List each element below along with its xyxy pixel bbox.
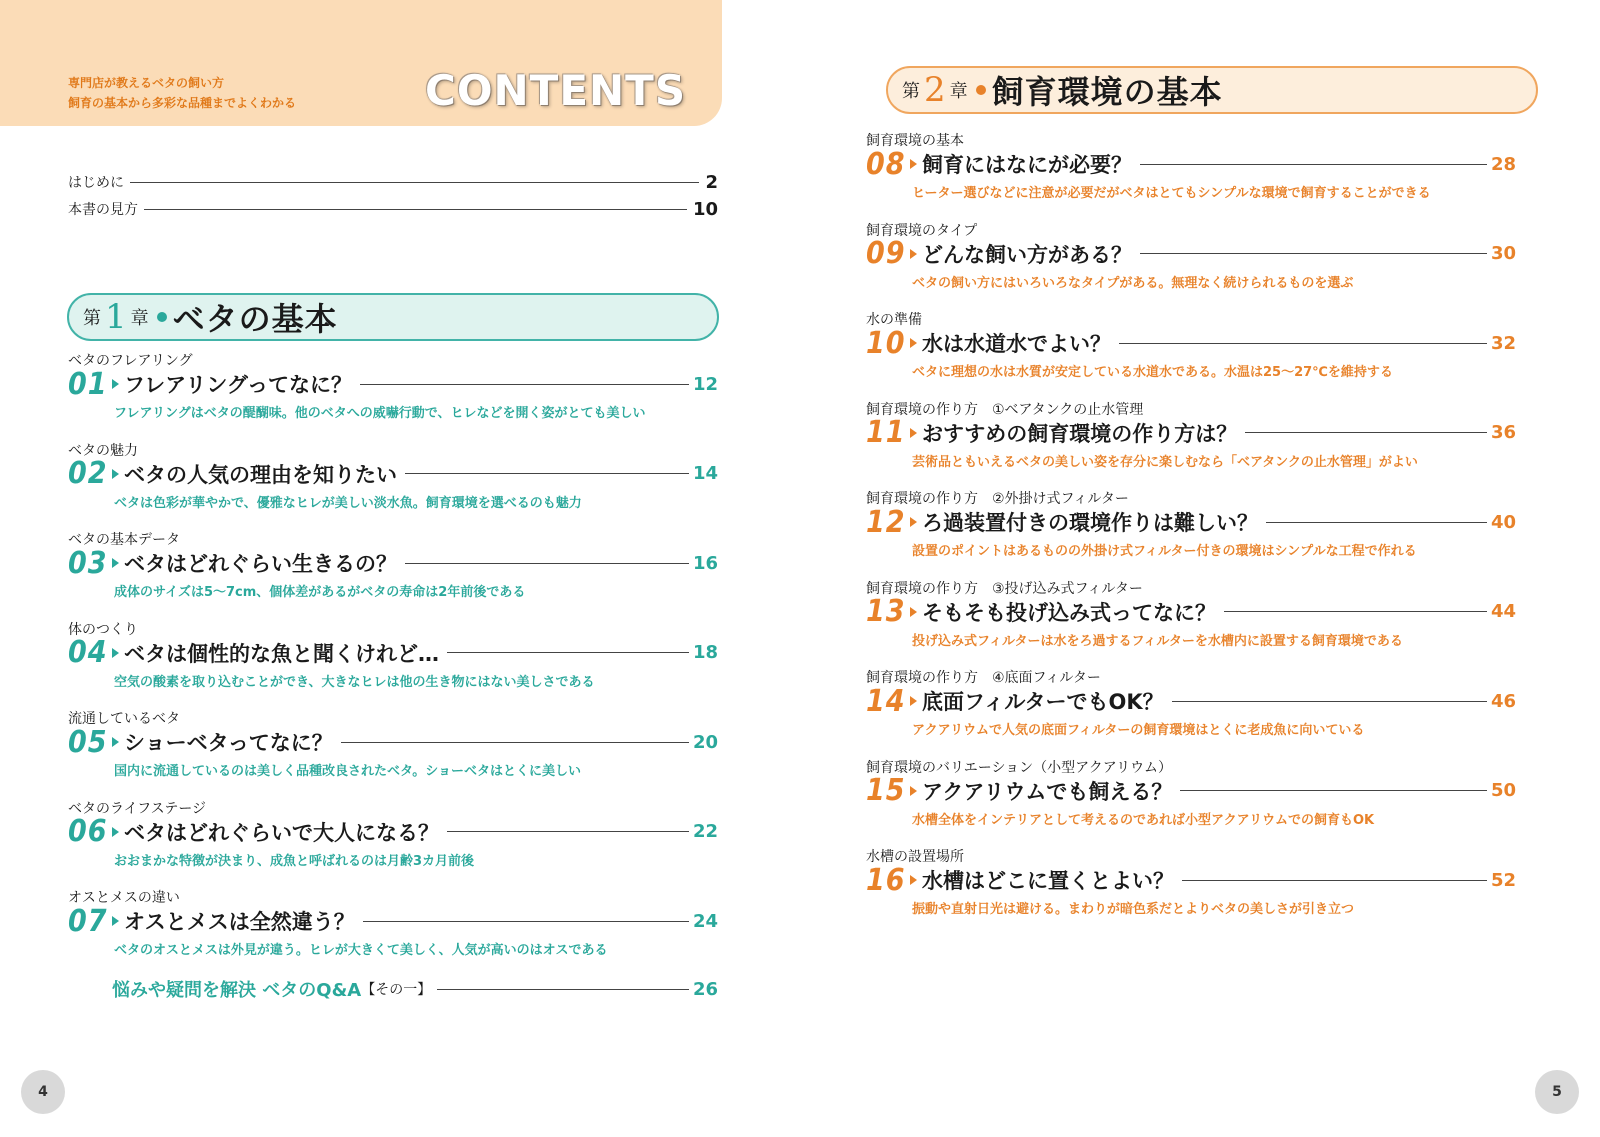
- arrow-right-icon: [112, 737, 119, 747]
- entry-number: 09: [866, 236, 906, 271]
- entry-title: おすすめの飼育環境の作り方は？: [922, 421, 1238, 446]
- entry-category: ベタの基本データ: [68, 532, 180, 548]
- entry-number: 06: [68, 814, 108, 849]
- entry-number: 03: [68, 545, 108, 581]
- entry-description: ヒーター選びなどに注意が必要だがベタはとてもシンプルな環境で飼育することができる: [912, 186, 1431, 201]
- arrow-right-icon: [112, 469, 119, 479]
- entry-title: どんな飼い方がある？: [922, 242, 1132, 267]
- entry-category: ベタの魅力: [68, 442, 138, 459]
- entry-number: 15: [866, 773, 906, 808]
- entry-title: そもそも投げ込み式ってなに？: [922, 600, 1216, 625]
- book-subtitle: [68, 73, 408, 113]
- entry-category: 水の準備: [866, 312, 922, 328]
- entry-number: 01: [68, 366, 108, 402]
- chapter-title: 飼育環境の基本: [991, 73, 1223, 111]
- entry-main-line: [68, 546, 718, 580]
- entry-title: 飼育にはなにが必要？: [922, 153, 1132, 177]
- leader-line: [405, 473, 689, 474]
- entry-page-number: 12: [692, 373, 718, 395]
- entry-main-line: [68, 636, 718, 670]
- leader-line: [1245, 432, 1487, 433]
- book-subtitle-line2: 飼育の基本から多彩な品種までよくわかる: [68, 96, 297, 110]
- intro-label: 本書の見方: [68, 202, 138, 218]
- leader-line: [1180, 790, 1487, 791]
- entry-category: 飼育環境の作り方 ①ベアタンクの止水管理: [866, 401, 1144, 418]
- chapter-prefix: 第: [902, 81, 920, 102]
- entry-description: フレアリングはベタの醍醐味。他のベタへの威嚇行動で、ヒレなどを開く姿がとても美しい: [114, 406, 646, 421]
- qa-suffix: 【その一】: [361, 982, 432, 998]
- entry-title: 水槽はどこに置くとよい？: [922, 869, 1174, 893]
- entry-description: 空気の酸素を取り込むことができ、大きなヒレは他の生き物にはない美しさである: [114, 674, 595, 690]
- chapter-1-heading: [67, 293, 719, 341]
- toc-entry[interactable]: [866, 667, 1516, 747]
- toc-entry[interactable]: [68, 798, 718, 878]
- entry-category: 飼育環境のバリエーション（小型アクアリウム）: [866, 759, 1173, 776]
- toc-entry[interactable]: [68, 440, 718, 520]
- leader-line: [1182, 880, 1487, 881]
- page-number-left: 4: [21, 1070, 65, 1114]
- leader-line: [1172, 701, 1487, 702]
- entry-main-line: [866, 326, 1516, 360]
- leader-line: [144, 209, 687, 210]
- toc-entry[interactable]: [866, 578, 1516, 658]
- entry-title: フレアリングってなに？: [124, 373, 353, 397]
- toc-entry[interactable]: [866, 757, 1516, 837]
- entry-title: 底面フィルターでもOK？: [922, 690, 1164, 714]
- qa-page-number: 26: [692, 978, 718, 1000]
- entry-description: 芸術品ともいえるベタの美しい姿を存分に楽しむなら「ベアタンクの止水管理」がよい: [912, 454, 1418, 470]
- leader-line: [1266, 522, 1487, 523]
- leader-line: [1224, 611, 1487, 612]
- entry-main-line: [866, 684, 1516, 718]
- entry-description: ベタに理想の水は水質が安定している水道水である。水温は25～27℃を維持する: [912, 365, 1393, 380]
- entry-category: 飼育環境の作り方 ③投げ込み式フィルター: [866, 580, 1143, 597]
- entry-description: 振動や直射日光は避ける。まわりが暗色系だとよりベタの美しさが引き立つ: [912, 902, 1355, 917]
- entry-category: オスとメスの違い: [68, 890, 180, 906]
- entry-page-number: 46: [1490, 690, 1516, 712]
- leader-line: [1119, 343, 1487, 344]
- entry-description: 国内に流通しているのは美しく品種改良されたベタ。ショーベタはとくに美しい: [114, 764, 581, 779]
- chapter-suffix: 章: [949, 81, 968, 102]
- toc-entry[interactable]: [866, 399, 1516, 479]
- toc-entry[interactable]: [866, 846, 1516, 926]
- entry-page-number: 20: [692, 731, 718, 753]
- entry-number: 13: [866, 594, 906, 629]
- entry-main-line: [866, 505, 1516, 539]
- entry-number: 05: [68, 724, 108, 760]
- entry-category: 体のつくり: [68, 621, 138, 638]
- leader-line: [405, 563, 689, 564]
- chapter-dot: [157, 312, 167, 322]
- toc-entry[interactable]: [68, 619, 718, 699]
- leader-line: [130, 182, 699, 183]
- entry-page-number: 22: [692, 821, 718, 842]
- page-number-right: 5: [1535, 1070, 1579, 1114]
- leader-line: [363, 921, 689, 922]
- arrow-right-icon: [910, 428, 917, 438]
- entry-description: 設置のポイントはあるものの外掛け式フィルター付きの環境はシンプルな工程で作れる: [912, 544, 1417, 559]
- entry-description: ベタのオスとメスは外見が違う。ヒレが大きくて美しく、人気が高いのはオスである: [114, 943, 608, 958]
- toc-entry[interactable]: [68, 350, 718, 430]
- arrow-right-icon: [910, 875, 917, 885]
- leader-line: [1140, 253, 1487, 254]
- entry-description: ベタは色彩が華やかで、優雅なヒレが美しい淡水魚。飼育環境を選べるのも魅力: [114, 495, 582, 511]
- entry-title: アクアリウムでも飼える？: [922, 779, 1173, 804]
- entry-title: ショーベタってなに？: [124, 731, 333, 755]
- entry-title: ベタの人気の理由を知りたい: [124, 462, 397, 487]
- leader-line: [341, 742, 689, 743]
- arrow-right-icon: [910, 696, 917, 706]
- entry-page-number: 18: [692, 642, 718, 663]
- entry-page-number: 14: [692, 463, 718, 484]
- entry-number: 04: [68, 635, 108, 670]
- chapter-dot: [976, 85, 986, 95]
- arrow-right-icon: [112, 827, 119, 837]
- leader-line: [447, 652, 689, 653]
- entry-main-line: [68, 367, 718, 401]
- entry-number: 10: [866, 325, 906, 361]
- entry-number: 08: [866, 146, 906, 182]
- arrow-right-icon: [112, 558, 119, 568]
- qa-row[interactable]: [112, 974, 718, 1004]
- arrow-right-icon: [112, 379, 119, 389]
- toc-entry[interactable]: [866, 220, 1516, 300]
- entry-main-line: [866, 416, 1516, 450]
- entry-page-number: 52: [1490, 869, 1516, 891]
- entry-page-number: 50: [1490, 780, 1516, 801]
- entry-main-line: [866, 595, 1516, 629]
- entry-main-line: [68, 457, 718, 491]
- qa-title: 悩みや疑問を解決 ベタのQ&A: [112, 980, 362, 1001]
- entry-description: アクアリウムで人気の底面フィルターの飼育環境はとくに老成魚に向いている: [912, 723, 1365, 738]
- arrow-right-icon: [910, 159, 917, 169]
- chapter-suffix: 章: [130, 308, 149, 329]
- contents-title: CONTENTS: [425, 66, 687, 115]
- entry-description: おおまかな特徴が決まり、成魚と呼ばれるのは月齢3カ月前後: [114, 853, 475, 869]
- leader-line: [447, 831, 689, 832]
- entry-title: オスとメスは全然違う？: [124, 910, 355, 934]
- intro-page-number: 2: [705, 171, 718, 193]
- entry-category: 流通しているベタ: [68, 711, 180, 727]
- toc-entry[interactable]: [68, 887, 718, 967]
- entry-category: 飼育環境の基本: [866, 133, 964, 149]
- entry-description: ベタの飼い方にはいろいろなタイプがある。無理なく続けられるものを選ぶ: [912, 275, 1354, 291]
- entry-title: ろ過装置付きの環境作りは難しい？: [922, 511, 1258, 535]
- arrow-right-icon: [112, 916, 119, 926]
- entry-category: 飼育環境のタイプ: [866, 222, 978, 239]
- arrow-right-icon: [910, 786, 917, 796]
- entry-number: 11: [866, 415, 906, 450]
- entry-category: ベタのフレアリング: [68, 353, 193, 369]
- entry-description: 投げ込み式フィルターは水をろ過するフィルターを水槽内に設置する飼育環境である: [912, 633, 1403, 649]
- toc-entry[interactable]: [68, 529, 718, 609]
- intro-row-hajimeni[interactable]: [68, 170, 718, 194]
- arrow-right-icon: [910, 607, 917, 617]
- toc-entry[interactable]: [866, 309, 1516, 389]
- entry-page-number: 36: [1490, 422, 1516, 443]
- entry-description: 成体のサイズは5～7cm、個体差があるがベタの寿命は2年前後である: [114, 585, 526, 600]
- entry-category: 水槽の設置場所: [866, 849, 964, 865]
- entry-page-number: 32: [1490, 332, 1516, 354]
- entry-title: ベタは個性的な魚と聞くけれど…: [124, 641, 439, 666]
- arrow-right-icon: [910, 338, 917, 348]
- book-subtitle-line1: 専門店が教えるベタの飼い方: [68, 76, 225, 90]
- entry-number: 12: [866, 504, 906, 540]
- entry-category: ベタのライフステージ: [68, 800, 207, 817]
- arrow-right-icon: [910, 249, 917, 259]
- entry-description: 水槽全体をインテリアとして考えるのであれば小型アクアリウムでの飼育もOK: [912, 812, 1375, 828]
- entry-category: 飼育環境の作り方 ④底面フィルター: [866, 670, 1101, 686]
- entry-title: 水は水道水でよい？: [922, 332, 1111, 356]
- toc-entry[interactable]: [68, 708, 718, 788]
- entry-main-line: [866, 863, 1516, 897]
- leader-line: [1140, 164, 1487, 165]
- intro-label: はじめに: [68, 175, 124, 191]
- entry-main-line: [866, 774, 1516, 808]
- chapter-number: 1: [105, 297, 127, 337]
- arrow-right-icon: [112, 648, 119, 658]
- entry-page-number: 24: [692, 910, 718, 932]
- entry-page-number: 30: [1490, 243, 1516, 264]
- chapter-prefix: 第: [83, 308, 101, 329]
- entry-number: 16: [866, 862, 906, 898]
- entry-main-line: [68, 725, 718, 759]
- arrow-right-icon: [910, 517, 917, 527]
- entry-number: 07: [68, 903, 108, 939]
- toc-entry[interactable]: [866, 488, 1516, 568]
- chapter-2-heading: [886, 66, 1538, 114]
- entry-main-line: [866, 237, 1516, 271]
- header-band: [0, 0, 722, 126]
- entry-number: 14: [866, 683, 906, 719]
- toc-entry[interactable]: [866, 130, 1516, 210]
- entry-page-number: 44: [1490, 601, 1516, 622]
- entry-category: 飼育環境の作り方 ②外掛け式フィルター: [866, 491, 1129, 507]
- entry-page-number: 16: [692, 552, 718, 574]
- entry-page-number: 40: [1490, 511, 1516, 533]
- leader-line: [437, 989, 689, 990]
- right-page: [800, 0, 1600, 1137]
- chapter-title: ベタの基本: [172, 300, 338, 338]
- entry-title: ベタはどれぐらい生きるの？: [124, 552, 397, 576]
- intro-page-number: 10: [692, 198, 718, 220]
- intro-row-how-to-read[interactable]: [68, 197, 718, 221]
- entry-main-line: [68, 904, 718, 938]
- entry-number: 02: [68, 456, 108, 491]
- entry-title: ベタはどれぐらいで大人になる？: [124, 820, 439, 845]
- entry-main-line: [68, 815, 718, 849]
- entry-page-number: 28: [1490, 153, 1516, 175]
- chapter-number: 2: [924, 70, 946, 110]
- leader-line: [360, 384, 689, 385]
- entry-main-line: [866, 147, 1516, 181]
